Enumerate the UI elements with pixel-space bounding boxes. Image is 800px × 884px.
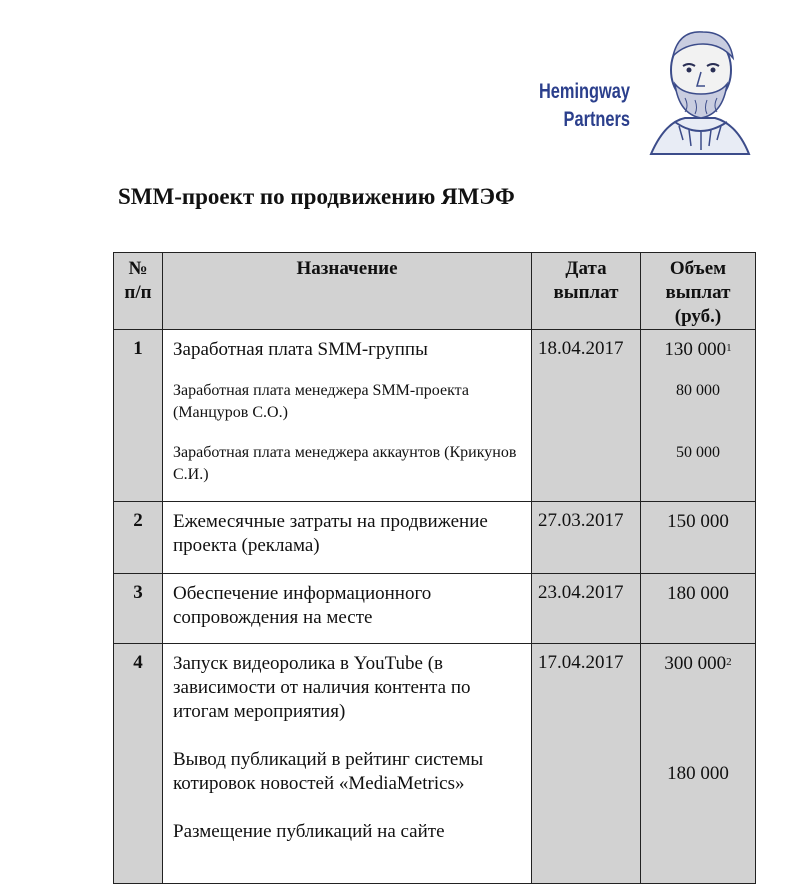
row-amount [641, 502, 756, 574]
purpose-main: Ежемесячные затраты на продвижение проекта (реклама) [173, 511, 488, 556]
header-amount: Объем выплат (руб.) [641, 253, 756, 330]
amount-subitem: 80 000 [676, 382, 720, 399]
row-amount [641, 330, 756, 502]
row-amount [641, 574, 756, 644]
purpose-main: Запуск видеоролика в YouTube (в зависимости от наличия контента по итогам мероприятия) [173, 653, 471, 722]
row-num: 2 [114, 502, 163, 574]
logo-line-2: Partners [563, 108, 630, 131]
table-row [114, 644, 756, 884]
amount-main: 150 000 [667, 511, 729, 532]
purpose-extra: Размещение публикаций на сайте [173, 821, 445, 842]
purpose-main: Обеспечение информационного сопровождения на месте [173, 583, 432, 628]
row-purpose [163, 574, 532, 644]
header-date: Дата выплат [532, 253, 641, 330]
purpose-subitem: Заработная плата менеджера аккаунтов (Крикунов С.И.) [173, 444, 517, 483]
footnote-marker: 1 [726, 342, 732, 354]
row-date: 27.03.2017 [532, 502, 641, 574]
row-purpose [163, 644, 532, 884]
purpose-subitem: Заработная плата менеджера SMM-проекта (Манцуров С.О.) [173, 382, 469, 421]
row-purpose [163, 502, 532, 574]
portrait-logo-icon [645, 22, 755, 162]
logo-text [529, 78, 630, 134]
payments-table [113, 252, 756, 884]
table-row [114, 330, 756, 502]
table-header-row [114, 253, 756, 330]
row-amount [641, 644, 756, 884]
header-num: № п/п [114, 253, 163, 330]
row-num: 1 [114, 330, 163, 502]
amount-extra: 180 000 [667, 763, 729, 784]
purpose-main: Заработная плата SMM-группы [173, 339, 428, 360]
row-date: 18.04.2017 [532, 330, 641, 502]
amount-main: 180 000 [667, 583, 729, 604]
amount-main: 300 000 [664, 653, 727, 674]
logo-line-1: Hemingway [538, 80, 630, 103]
purpose-extra: Вывод публикаций в рейтинг системы котировок новостей «MediaMetrics» [173, 749, 484, 794]
document-title: SMM-проект по продвижению ЯМЭФ [118, 184, 515, 209]
row-num: 3 [114, 574, 163, 644]
table-row [114, 574, 756, 644]
footnote-marker: 2 [726, 656, 732, 668]
amount-main: 130 000 [664, 339, 727, 360]
row-purpose [163, 330, 532, 502]
row-date: 23.04.2017 [532, 574, 641, 644]
header-purpose: Назначение [163, 253, 532, 330]
table-row [114, 502, 756, 574]
row-num: 4 [114, 644, 163, 884]
row-date: 17.04.2017 [532, 644, 641, 884]
amount-subitem: 50 000 [676, 444, 720, 461]
